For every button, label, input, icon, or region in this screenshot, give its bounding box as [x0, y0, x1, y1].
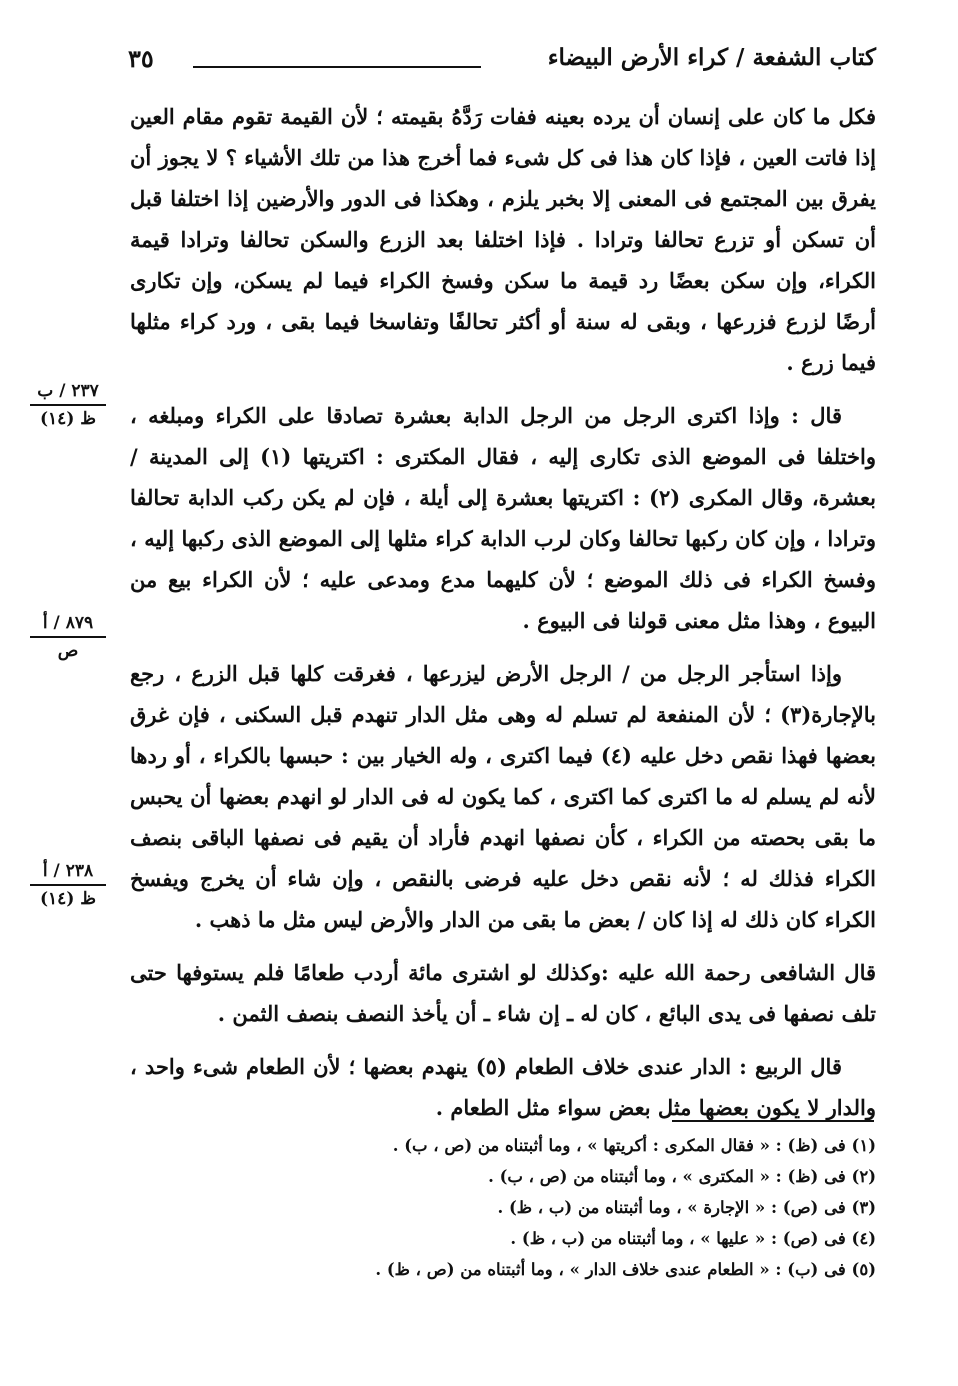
paragraph	[130, 653, 876, 940]
margin-note-manuscript: ظ (١٤)	[40, 409, 96, 429]
margin-note-folio: ٢٣٧ / ب	[37, 381, 99, 401]
paragraph-lead: قال الشافعى	[759, 960, 877, 985]
running-title: كتاب الشفعة / كراء الأرض البيضاء	[547, 44, 876, 71]
margin-note	[24, 612, 112, 662]
paragraph	[130, 395, 876, 641]
page-header	[128, 44, 876, 84]
paragraph-text: وإذا اكترى الرجل من الرجل الدابة بعشرة تصادقا على الكراء ومبلغه ، واختلفا فى الموضع الذى تكارى إليه ، فقال المكترى : اكتريتها (١) إلى المدينة / بعشرة، وقال المكرى (٢) : اكتريتها بعشرة إلى أيلة ، فإن لم يكن ركب الدابة تحالفا وترادا ، وإن كان ركبها تحالفا وكان لرب الدابة كراء مثلها إلى الموضع الذى ركبها إليه ، وفسخ الكراء فى ذلك الموضع ؛ لأن كليهما مدع ومدعى عليه ؛ لأن الكراء بيع من البيوع ، وهذا مثل معنى قولنا فى البيوع .	[130, 403, 876, 633]
margin-note-divider	[30, 884, 106, 886]
header-rule	[193, 66, 481, 68]
footnote: (٥) فى (ب) : « الطعام عندى خلاف الدار » ، وما أثبتناه من (ص ، ظ) .	[375, 1260, 876, 1279]
paragraph	[130, 952, 876, 1034]
margin-note-manuscript: ظ (١٤)	[40, 889, 96, 909]
footnote: (٢) فى (ظ) : « المكترى » ، وما أثبتناه من (ص ، ب) .	[488, 1167, 876, 1186]
footnote: (٣) فى (ص) : « الإجارة » ، وما أثبتناه من (ب ، ظ) .	[497, 1198, 876, 1217]
footnote: (١) فى (ظ) : « فقال المكرى : أكريتها » ، وما أثبتناه من (ص ، ب) .	[392, 1136, 876, 1155]
footnotes	[300, 1130, 876, 1285]
margin-note	[24, 860, 112, 910]
body-text	[130, 96, 876, 1140]
margin-note-folio: ٨٧٩ / أ	[42, 613, 94, 633]
margin-note-divider	[30, 636, 106, 638]
margin-note-manuscript: ص	[57, 641, 79, 661]
page-number: ٣٥	[128, 44, 154, 73]
paragraph	[130, 96, 876, 383]
margin-note-divider	[30, 404, 106, 406]
paragraph-text: فكل ما كان على إنسان أن يرده بعينه ففات رَدَّهُ بقيمته ؛ لأن القيمة تقوم مقام العين إذا فاتت العين ، فإذا كان هذا فى كل شىء فما أخرج هذا من تلك الأشياء ؟ لا يجوز أن يفرق بين المجتمع فى المعنى إلا بخبر يلزم ، وهكذا فى الدور والأرضين إذا اختلفا قبل أن تسكن أو تزرع تحالفا وترادا . فإذا اختلفا بعد الزرع والسكن تحالفا وترادا قيمة الكراء، وإن سكن بعضًا رد قيمة ما سكن وفسخ الكراء فيما لم يسكن، وإن تكارى أرضًا لزرع فزرعها ، وبقى له سنة أو أكثر تحالفًا وتفاسخا فيما بقى ، ورد كراء مثلها فيما زرع .	[130, 104, 876, 375]
paragraph-text: رحمة الله عليه :وكذلك لو اشترى مائة أردب طعامًا فلم يستوفها حتى تلف نصفها فى يدى البائع ، كان له ـ إن شاء ـ أن يأخذ النصف بنصف الثمن .	[130, 960, 876, 1026]
margin-note	[24, 380, 112, 430]
paragraph-text: قال الربيع : الدار عندى خلاف الطعام (٥) ينهدم بعضها ؛ لأن الطعام شىء واحد ، والدار لا يكون بعضها مثل بعض سواء مثل الطعام .	[130, 1054, 876, 1120]
footnote: (٤) فى (ص) : « عليها » ، وما أثبتناه من (ب ، ظ) .	[510, 1229, 876, 1248]
paragraph	[130, 1046, 876, 1128]
paragraph-text: وإذا استأجر الرجل من / الرجل الأرض ليزرعها ، فغرقت كلها قبل الزرع ، رجع بالإجارة(٣) ؛ لأن المنفعة لم تسلم له وهى مثل الدار تنهدم قبل السكنى ، فإن غرق بعضها فهذا نقص دخل عليه (٤) فيما اكترى ، وله الخيار بين : حبسها بالكراء ، أو ردها لأنه لم يسلم له ما اكترى كما اكترى ، كما يكون له فى الدار لو انهدم بعضها أن يحبس ما بقى بحصته من الكراء ، كأن نصفها انهدم فأراد أن يقيم فى نصفها الباقى بنصف الكراء فذلك له ؛ لأنه نقص دخل عليه فرضى بالنقص ، وإن شاء أن يخرج ويفسخ الكراء كان ذلك له إذا كان / بعض ما بقى من الدار والأرض ليس مثل ما ذهب .	[130, 661, 876, 932]
margin-note-folio: ٢٣٨ / أ	[42, 861, 94, 881]
footnote-rule	[672, 1120, 874, 1122]
paragraph-lead: قال :	[791, 403, 842, 428]
